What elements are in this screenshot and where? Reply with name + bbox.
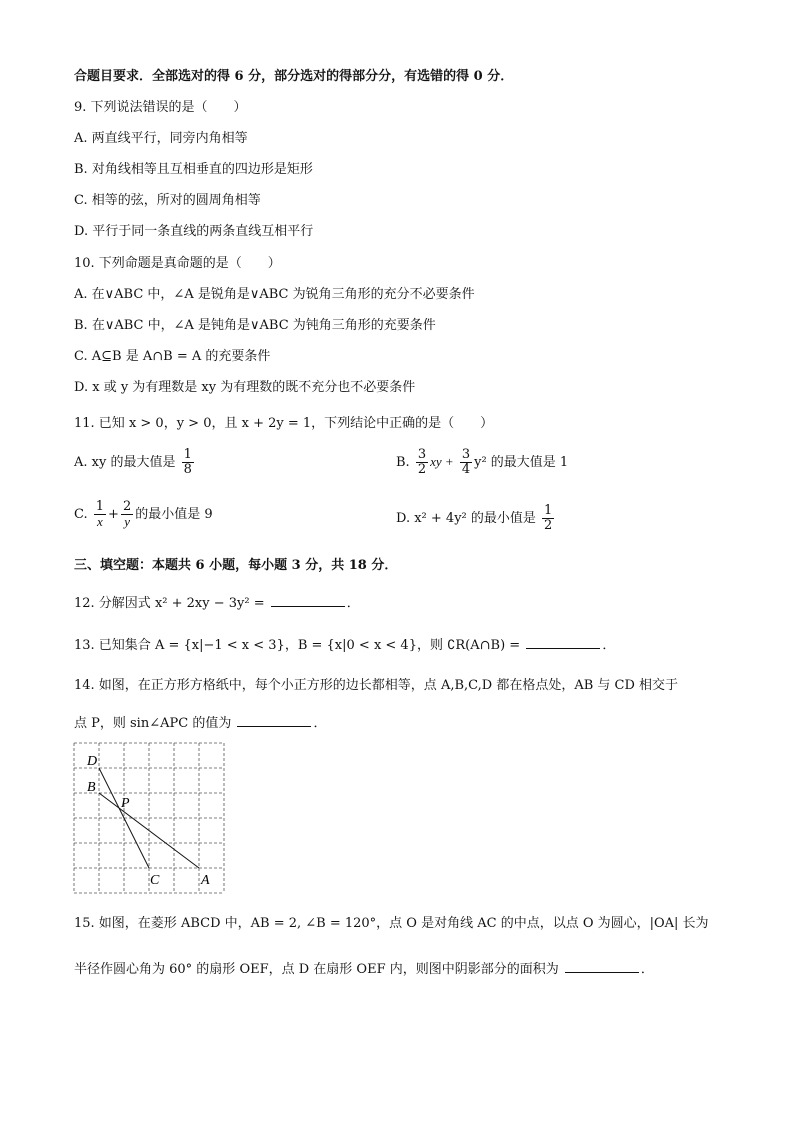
point-p-label: P xyxy=(121,796,130,811)
section3-heading: 三、填空题：本题共 6 小题，每小题 3 分，共 18 分． xyxy=(74,558,398,573)
q11-a-text: A. xy 的最大值是 xyxy=(74,455,176,470)
q10-option-d: D. x 或 y 为有理数是 xy 为有理数的既不充分也不必要条件 xyxy=(74,380,416,395)
q15-line1: 15. 如图，在菱形 ABCD 中，AB = 2, ∠B = 120°，点 O 是对角线 AC 的中点，以点 O 为圆心，|OA| 长为 xyxy=(74,916,709,931)
q11-stem: 11. 已知 x > 0，y > 0，且 x + 2y = 1，下列结论中正确的是（ ） xyxy=(74,416,494,431)
frac-num: 1 xyxy=(183,447,192,462)
frac-den: 4 xyxy=(461,462,471,477)
frac-den: 2 xyxy=(417,462,427,477)
q9-option-d: D. 平行于同一条直线的两条直线互相平行 xyxy=(74,224,314,239)
q10-option-b: B. 在∨ABC 中，∠A 是钝角是∨ABC 为钝角三角形的充要条件 xyxy=(74,318,436,333)
q14-end: ． xyxy=(313,716,327,731)
q12-answer-blank[interactable] xyxy=(271,592,345,607)
q11-a-fraction xyxy=(182,448,194,477)
section2-instruction: 合题目要求．全部选对的得 6 分，部分选对的得部分分，有选错的得 0 分． xyxy=(74,69,514,84)
frac-den: 8 xyxy=(183,462,192,477)
q10-option-c: C. A⊆B 是 A∩B = A 的充要条件 xyxy=(74,349,271,364)
q11-option-b xyxy=(396,448,568,477)
q9-option-c: C. 相等的弦，所对的圆周角相等 xyxy=(74,193,261,208)
frac-num: 1 xyxy=(544,503,553,518)
q11-c-fraction-2 xyxy=(121,500,133,529)
q11-c-label: C. xyxy=(74,507,88,522)
point-b-label: B xyxy=(87,780,96,795)
q10-stem: 10. 下列命题是真命题的是（ ） xyxy=(74,256,281,271)
frac-den: 2 xyxy=(544,518,553,533)
frac-num: 2 xyxy=(122,499,132,514)
q11-option-a xyxy=(74,448,196,477)
q11-option-c xyxy=(74,500,213,529)
q14-stem: 点 P，则 sin∠APC 的值为 xyxy=(74,716,232,731)
point-c-label: C xyxy=(150,873,160,888)
q12-text xyxy=(74,592,360,613)
q11-d-fraction xyxy=(542,504,554,533)
q11-b-label: B. xyxy=(396,455,410,470)
q9-stem: 9. 下列说法错误的是（ ） xyxy=(74,100,247,115)
q13-stem: 13. 已知集合 A = {x|−1 < x < 3}，B = {x|0 < x < 4}，则 ∁R(A∩B) = xyxy=(74,638,521,653)
q11-b-fraction-1 xyxy=(416,448,428,477)
q14-grid-svg xyxy=(73,742,227,896)
q12-stem: 12. 分解因式 x² + 2xy − 3y² = xyxy=(74,596,265,611)
point-a-label: A xyxy=(201,873,210,888)
q14-line2 xyxy=(74,712,326,733)
q11-c-text: 的最小值是 9 xyxy=(135,507,213,522)
q14-line1: 14. 如图，在正方形方格纸中，每个小正方形的边长都相等，点 A,B,C,D 都在格点处，AB 与 CD 相交于 xyxy=(74,678,679,693)
q15-answer-blank[interactable] xyxy=(565,958,639,973)
q10-option-a: A. 在∨ABC 中，∠A 是锐角是∨ABC 为锐角三角形的充分不必要条件 xyxy=(74,287,475,302)
q13-end: ． xyxy=(602,638,616,653)
q9-option-a: A. 两直线平行，同旁内角相等 xyxy=(74,131,248,146)
q13-answer-blank[interactable] xyxy=(526,634,600,649)
q11-d-text: D. x² + 4y² 的最小值是 xyxy=(396,511,536,526)
point-d-label: D xyxy=(87,754,98,769)
q11-option-d xyxy=(396,504,556,533)
q14-answer-blank[interactable] xyxy=(237,712,311,727)
q11-b-fraction-2 xyxy=(460,448,472,477)
frac-num: 3 xyxy=(461,447,471,462)
q11-c-plus: + xyxy=(108,507,119,522)
frac-den: y xyxy=(124,514,130,529)
q14-grid-figure xyxy=(73,742,227,900)
q12-end: ． xyxy=(346,596,360,611)
frac-num: 3 xyxy=(417,447,427,462)
q15-line2 xyxy=(74,958,654,979)
frac-num: 1 xyxy=(95,499,105,514)
q13-text xyxy=(74,634,615,655)
q11-c-fraction-1 xyxy=(94,500,106,529)
q15-end: ． xyxy=(640,962,654,977)
frac-den: x xyxy=(97,514,103,529)
q15-stem: 半径作圆心角为 60° 的扇形 OEF，点 D 在扇形 OEF 内，则图中阴影部分的面积为 xyxy=(74,962,559,977)
q11-b-mid: xy + xyxy=(430,454,454,469)
q9-option-b: B. 对角线相等且互相垂直的四边形是矩形 xyxy=(74,162,313,177)
q11-b-text: y² 的最大值是 1 xyxy=(474,455,569,470)
